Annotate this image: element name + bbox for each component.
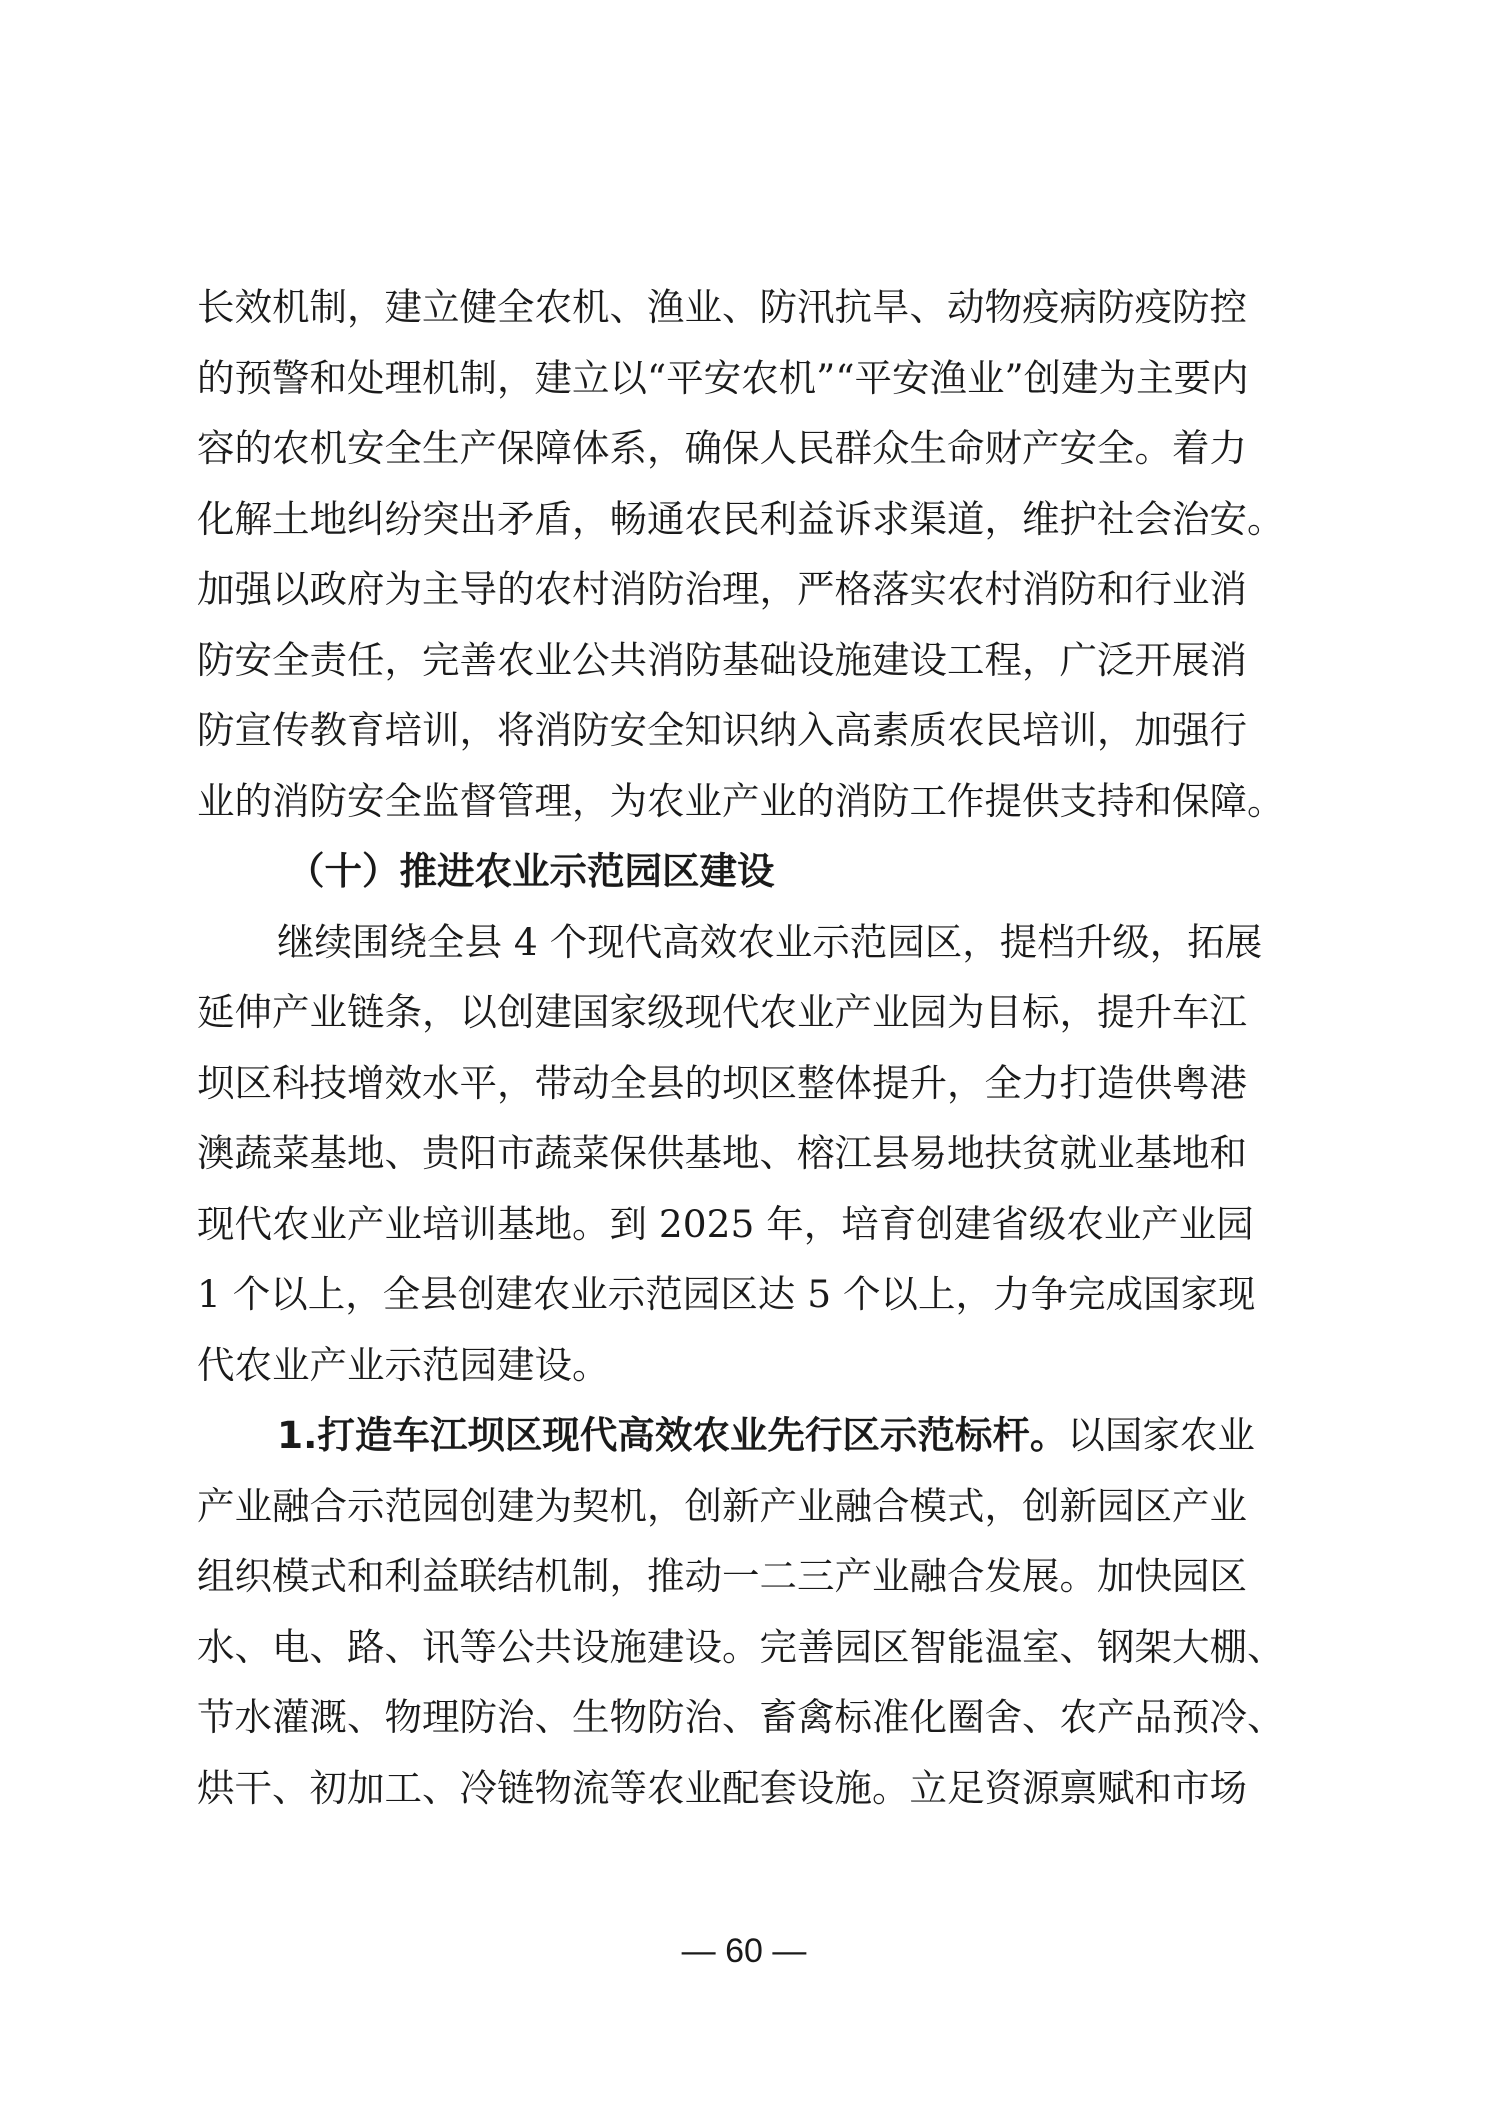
text-line: 现代农业产业培训基地。到 2025 年，培育创建省级农业产业园: [197, 1201, 1254, 1246]
text-line: 烘干、初加工、冷链物流等农业配套设施。立足资源禀赋和市场: [197, 1765, 1247, 1810]
text-line: 化解土地纠纷突出矛盾，畅通农民利益诉求渠道，维护社会治安。: [197, 496, 1285, 541]
text-line: 防宣传教育培训，将消防安全知识纳入高素质农民培训，加强行: [197, 708, 1247, 752]
text-line: 产业融合示范园创建为契机，创新产业融合模式，创新园区产业: [197, 1483, 1247, 1528]
paragraph-public-safety: [197, 272, 1307, 836]
text-line: 继续围绕全县 4 个现代高效农业示范园区，提档升级，拓展: [277, 919, 1263, 964]
subsection-lead: 1.打造车江坝区现代高效农业先行区示范标杆。: [277, 1413, 1068, 1457]
section-heading: （十）推进农业示范园区建设: [287, 849, 775, 893]
text-line: 组织模式和利益联结机制，推动一二三产业融合发展。加快园区: [197, 1554, 1247, 1598]
text-line: 代农业产业示范园建设。: [197, 1342, 610, 1387]
text-line: 1 个以上，全县创建农业示范园区达 5 个以上，力争完成国家现: [197, 1272, 1256, 1316]
page-number: — 60 —: [681, 1932, 807, 1970]
text-line: 延伸产业链条，以创建国家级现代农业产业园为目标，提升车江: [197, 990, 1247, 1034]
text-line: [197, 1400, 1307, 1471]
paragraph-chejiang-bazi: [197, 1400, 1307, 1823]
text-line: 容的农机安全生产保障体系，确保人民群众生命财产安全。着力: [197, 426, 1247, 470]
text-line: 长效机制，建立健全农机、渔业、防汛抗旱、动物疫病防疫防控: [197, 285, 1247, 329]
paragraph-demonstration-parks: [197, 907, 1307, 1401]
text-line: 水、电、路、讯等公共设施建设。完善园区智能温室、钢架大棚、: [197, 1624, 1285, 1669]
text-run: 以国家农业: [1067, 1413, 1255, 1457]
text-line: 澳蔬菜基地、贵阳市蔬菜保供基地、榕江县易地扶贫就业基地和: [197, 1131, 1247, 1175]
text-line: 坝区科技增效水平，带动全县的坝区整体提升，全力打造供粤港: [197, 1060, 1247, 1105]
text-line: 加强以政府为主导的农村消防治理，严格落实农村消防和行业消: [197, 567, 1247, 611]
text-line: 节水灌溉、物理防治、生物防治、畜禽标准化圈舍、农产品预冷、: [197, 1695, 1285, 1739]
text-line: 防安全责任，完善农业公共消防基础设施建设工程，广泛开展消: [197, 637, 1247, 682]
page-body: [197, 272, 1307, 1823]
text-line: 业的消防安全监督管理，为农业产业的消防工作提供支持和保障。: [197, 778, 1285, 823]
text-line: 的预警和处理机制，建立以“平安农机”“平安渔业”创建为主要内: [197, 355, 1249, 400]
